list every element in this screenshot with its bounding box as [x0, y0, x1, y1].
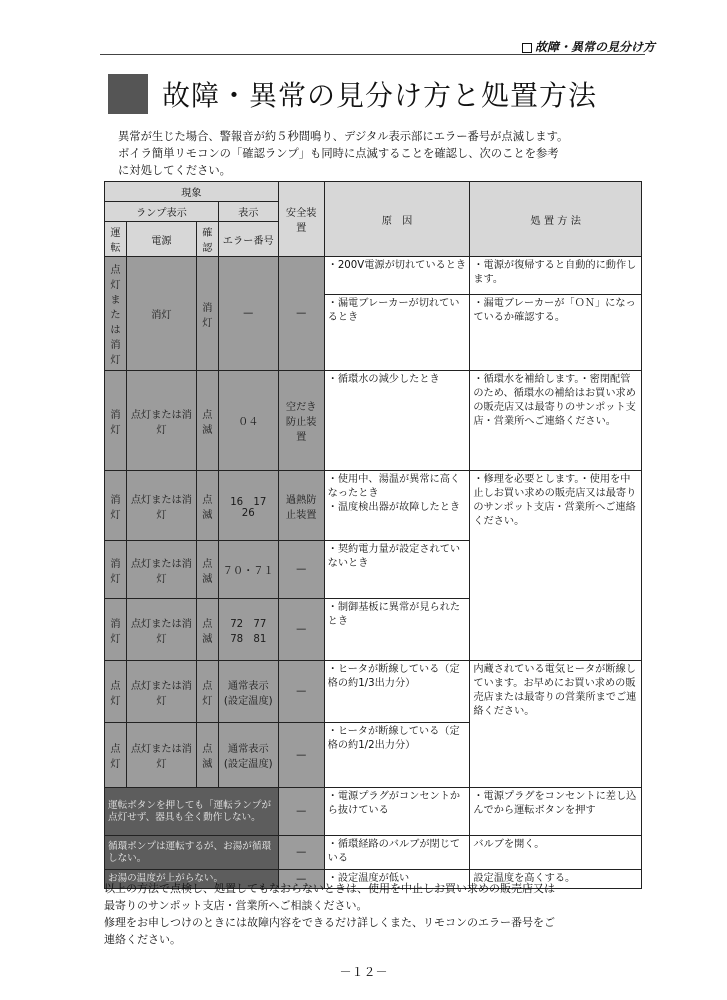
intro-paragraph	[118, 128, 658, 179]
cell-cause: ・漏電ブレーカーが切れているとき	[324, 295, 470, 371]
cell-confirm: 点滅	[196, 471, 218, 541]
cell-action: 内蔵されている電気ヒータが断線しています。お早めにお買い求めの販売店または最寄りの営業所までご連絡ください。	[470, 661, 642, 788]
cell-confirm: 点灯	[196, 661, 218, 723]
section-header-label: 故障・異常の見分け方	[534, 40, 655, 54]
cell-cause: ・200V電源が切れているとき	[324, 257, 470, 295]
cell-confirm: 点滅	[196, 541, 218, 599]
cell-confirm: 点滅	[196, 599, 218, 661]
cell-power: 点灯または消灯	[126, 471, 196, 541]
cell-cause	[324, 471, 470, 541]
cell-phenomenon: お湯の温度が上がらない。	[105, 870, 279, 889]
footer-line: 以上の方法で点検し、処置してもなおらないときは、使用を中止しお買い求めの販売店又は	[104, 882, 555, 895]
header-action: 処 置 方 法	[470, 182, 642, 257]
cell-error: —	[218, 257, 278, 371]
cell-safety: —	[278, 541, 324, 599]
cell-error: 16 17 26	[218, 471, 278, 541]
header-display: 表示	[218, 202, 278, 222]
cell-action: 設定温度を高くする。	[470, 870, 642, 889]
cell-error: ０４	[218, 371, 278, 471]
cell-error: ７０・７１	[218, 541, 278, 599]
cell-cause: ・循環水の減少したとき	[324, 371, 470, 471]
cell-action: バルブを開く。	[470, 836, 642, 870]
footer-line: 最寄りのサンポット支店・営業所へご相談ください。	[104, 899, 368, 912]
cell-safety: —	[278, 661, 324, 723]
cell-action: ・電源が復帰すると自動的に動作します。	[470, 257, 642, 295]
cell-operation: 点灯	[105, 661, 127, 723]
cell-confirm: 点滅	[196, 371, 218, 471]
cause-line: ・温度検出器が故障したとき	[327, 502, 461, 513]
intro-line: 異常が生じた場合、警報音が約５秒間鳴り、デジタル表示部にエラー番号が点滅します。	[118, 130, 569, 143]
title-block	[108, 74, 597, 114]
header-power: 電源	[126, 222, 196, 257]
cell-confirm: 消灯	[196, 257, 218, 371]
page-title: 故障・異常の見分け方と処置方法	[162, 79, 598, 112]
header-operation: 運転	[105, 222, 127, 257]
intro-line: ボイラ簡単リモコンの「確認ランプ」も同時に点滅することを確認し、次のことを参考	[118, 147, 559, 160]
cell-power: 点灯または消灯	[126, 541, 196, 599]
cell-cause: ・ヒータが断線している（定格の約1/2出力分）	[324, 723, 470, 788]
cell-action: ・循環水を補給します。・密閉配管のため、循環水の補給はお買い求めの販売店又は最寄りのサンポット支店・営業所へご連絡ください。	[470, 371, 642, 471]
cell-error: 72 77 78 81	[218, 599, 278, 661]
cell-confirm: 点滅	[196, 723, 218, 788]
cell-action: ・漏電ブレーカーが「ＯＮ」になっているか確認する。	[470, 295, 642, 371]
cause-line: ・使用中、湯温が異常に高くなったとき	[327, 474, 461, 499]
cell-operation: 点灯	[105, 723, 127, 788]
cell-cause: ・契約電力量が設定されていないとき	[324, 541, 470, 599]
header-cause: 原 因	[324, 182, 470, 257]
cell-cause: ・電源プラグがコンセントから抜けている	[324, 788, 470, 836]
section-header	[522, 38, 655, 55]
cell-safety: —	[278, 836, 324, 870]
intro-line: に対処してください。	[118, 164, 231, 177]
cell-error: 通常表示(設定温度)	[218, 661, 278, 723]
cell-cause: ・制御基板に異常が見られたとき	[324, 599, 470, 661]
cell-cause: ・循環経路のバルブが閉じている	[324, 836, 470, 870]
page-number: －１２－	[339, 965, 388, 979]
cell-operation: 消灯	[105, 371, 127, 471]
cell-safety: 空だき防止装置	[278, 371, 324, 471]
footer-line: 連絡ください。	[104, 933, 181, 946]
cell-operation: 消灯	[105, 599, 127, 661]
cell-safety: —	[278, 723, 324, 788]
header-lamp-display: ランプ表示	[105, 202, 219, 222]
troubleshooting-table	[104, 181, 642, 889]
cell-operation: 消灯	[105, 541, 127, 599]
cell-phenomenon: 運転ボタンを押しても「運転ランプが点灯せず、器具も全く動作しない。	[105, 788, 279, 836]
footer-note	[104, 880, 652, 948]
footer-line: 修理をお申しつけのときには故障内容をできるだけ詳しくまた、リモコンのエラー番号をご	[104, 916, 555, 929]
cell-safety: 過熱防止装置	[278, 471, 324, 541]
cell-safety: —	[278, 788, 324, 836]
cell-cause: ・ヒータが断線している（定格の約1/3出力分）	[324, 661, 470, 723]
header-phenomenon: 現象	[105, 182, 279, 202]
cell-safety: —	[278, 870, 324, 889]
square-icon	[522, 43, 532, 53]
cell-power: 点灯または消灯	[126, 661, 196, 723]
title-marker	[108, 74, 148, 114]
cell-power: 消灯	[126, 257, 196, 371]
cell-power: 点灯または消灯	[126, 371, 196, 471]
cell-action: ・修理を必要とします。・使用を中止しお買い求めの販売店又は最寄りのサンポット支店・営業所へご連絡ください。	[470, 471, 642, 661]
header-divider	[100, 54, 645, 55]
cell-error: 通常表示(設定温度)	[218, 723, 278, 788]
cell-power: 点灯または消灯	[126, 723, 196, 788]
cell-phenomenon: 循環ポンプは運転するが、お湯が循環しない。	[105, 836, 279, 870]
cell-operation: 消灯	[105, 471, 127, 541]
cell-safety: —	[278, 599, 324, 661]
cell-safety: —	[278, 257, 324, 371]
header-safety: 安全装置	[278, 182, 324, 257]
header-error-no: エラー番号	[218, 222, 278, 257]
cell-power: 点灯または消灯	[126, 599, 196, 661]
cell-cause: ・設定温度が低い	[324, 870, 470, 889]
header-confirm: 確認	[196, 222, 218, 257]
cell-action: ・電源プラグをコンセントに差し込んでから運転ボタンを押す	[470, 788, 642, 836]
cell-operation: 点灯または消灯	[105, 257, 127, 371]
